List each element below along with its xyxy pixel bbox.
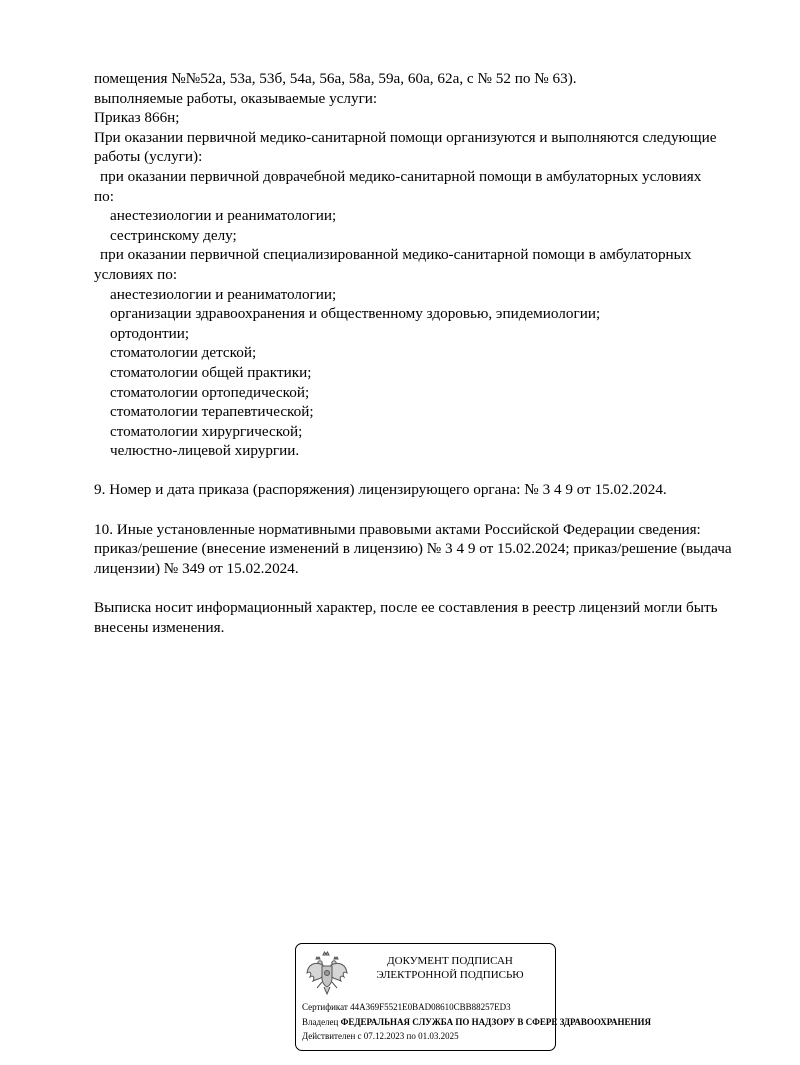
section-10-line: лицензии) № 349 от 15.02.2024. (94, 559, 299, 577)
stamp-title (356, 954, 544, 982)
list-item: организации здравоохранения и общественному здоровью, эпидемиологии; (110, 305, 601, 323)
text-line: условиях по: (94, 265, 178, 283)
list-item: анестезиологии и реаниматологии; (110, 285, 337, 303)
text-line: Приказ 866н; (94, 109, 180, 127)
text-line: помещения №№52а, 53а, 53б, 54а, 56а, 58а, 59а, 60а, 62а, с № 52 по № 63). (94, 70, 577, 87)
list-item: стоматологии детской; (110, 344, 257, 362)
list-item: стоматологии хирургической; (110, 422, 303, 440)
certificate-value: 44A369F5521E0BAD08610CBB88257ED3 (350, 1002, 511, 1012)
stamp-details (302, 1000, 702, 1044)
note-line: внесены изменения. (94, 618, 225, 636)
list-item: стоматологии ортопедической; (110, 383, 310, 401)
list-item: стоматологии терапевтической; (110, 403, 314, 421)
list-item: сестринскому делу; (110, 226, 237, 244)
text-line: выполняемые работы, оказываемые услуги: (94, 89, 378, 107)
stamp-title-line: ЭЛЕКТРОННОЙ ПОДПИСЬЮ (376, 969, 524, 981)
section-10-line: 10. Иные установленные нормативными правовыми актами Российской Федерации сведения: (94, 520, 701, 538)
validity-row: Действителен с 07.12.2023 по 01.03.2025 (302, 1031, 459, 1041)
certificate-label: Сертификат (302, 1002, 348, 1012)
electronic-signature-stamp (295, 943, 652, 1051)
text-line: при оказании первичной доврачебной медико-санитарной помощи в амбулаторных условиях (100, 167, 702, 185)
section-9: 9. Номер и дата приказа (распоряжения) лицензирующего органа: № 3 4 9 от 15.02.2024. (94, 481, 667, 499)
list-item: челюстно-лицевой хирургии. (110, 442, 300, 460)
section-10-line: приказ/решение (внесение изменений в лицензию) № 3 4 9 от 15.02.2024; приказ/решение (выдача (94, 540, 732, 558)
text-line: работы (услуги): (94, 148, 203, 166)
text-line: по: (94, 187, 114, 205)
owner-label: Владелец (302, 1016, 339, 1027)
document-body (94, 69, 774, 637)
list-item: анестезиологии и реаниматологии; (110, 207, 337, 225)
text-line: При оказании первичной медико-санитарной помощи организуются и выполняются следующие (94, 128, 717, 146)
owner-row (302, 1015, 702, 1030)
coat-of-arms-icon (304, 949, 350, 997)
note-line: Выписка носит информационный характер, после ее составления в реестр лицензий могли быть (94, 599, 718, 617)
list-item: стоматологии общей практики; (110, 363, 312, 381)
list-item: ортодонтии; (110, 324, 190, 342)
text-line: при оказании первичной специализированной медико-санитарной помощи в амбулаторных (100, 246, 692, 264)
stamp-title-line: ДОКУМЕНТ ПОДПИСАН (387, 955, 513, 967)
owner-value: ФЕДЕРАЛЬНАЯ СЛУЖБА ПО НАДЗОРУ В СФЕРЕ ЗДРАВООХРАНЕНИЯ (340, 1016, 652, 1027)
certificate-row (302, 1000, 702, 1015)
